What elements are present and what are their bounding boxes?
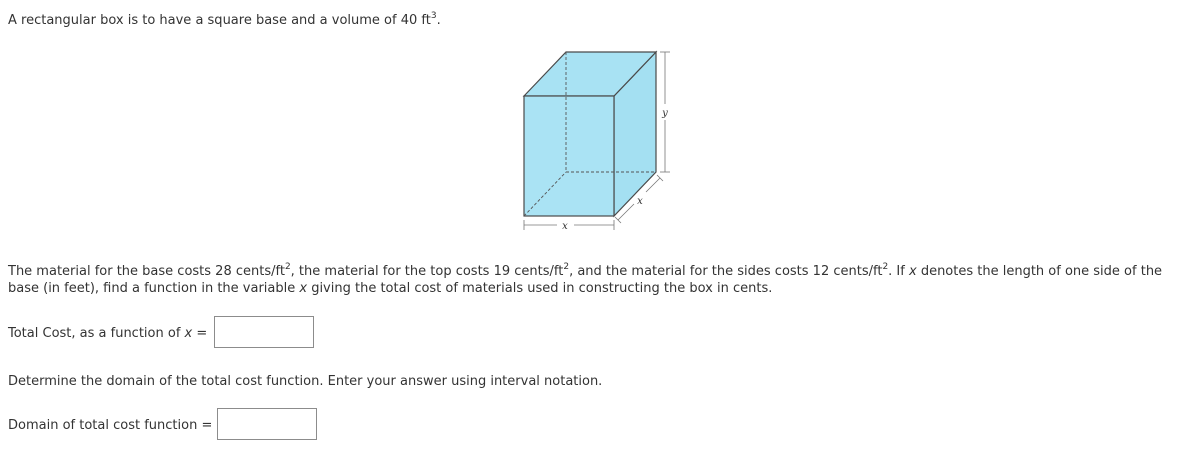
height-label: y (662, 108, 668, 119)
width-label-bottom: x (562, 221, 568, 232)
domain-label: Domain of total cost function = (8, 418, 213, 433)
height-dimension (660, 52, 670, 172)
cubic-exponent: 3 (430, 11, 437, 21)
width-label-side: x (637, 196, 643, 207)
domain-prompt: Determine the domain of the total cost function. Enter your answer using interval notation. (8, 374, 603, 389)
total-cost-label: Total Cost, as a function of x = (8, 326, 208, 341)
problem-statement: The material for the base costs 28 cents/$ft^2$, the material for the top costs 19 cents/$ft^2$, and the material for the sides costs 12 cents/$ft^2$. If x denotes the length of one side of the base (in feet), find a function in the variable x giving the total cost of materials used in constructing the box in cents. (8, 262, 1163, 296)
box-front-face (524, 96, 614, 216)
total-cost-input[interactable] (214, 316, 314, 348)
intro-text: A rectangular box is to have a square base and a volume of 40 $ft^3$. (8, 11, 441, 28)
width-dimension-bottom (524, 220, 614, 232)
domain-input[interactable] (217, 408, 317, 440)
box-diagram (510, 44, 680, 236)
